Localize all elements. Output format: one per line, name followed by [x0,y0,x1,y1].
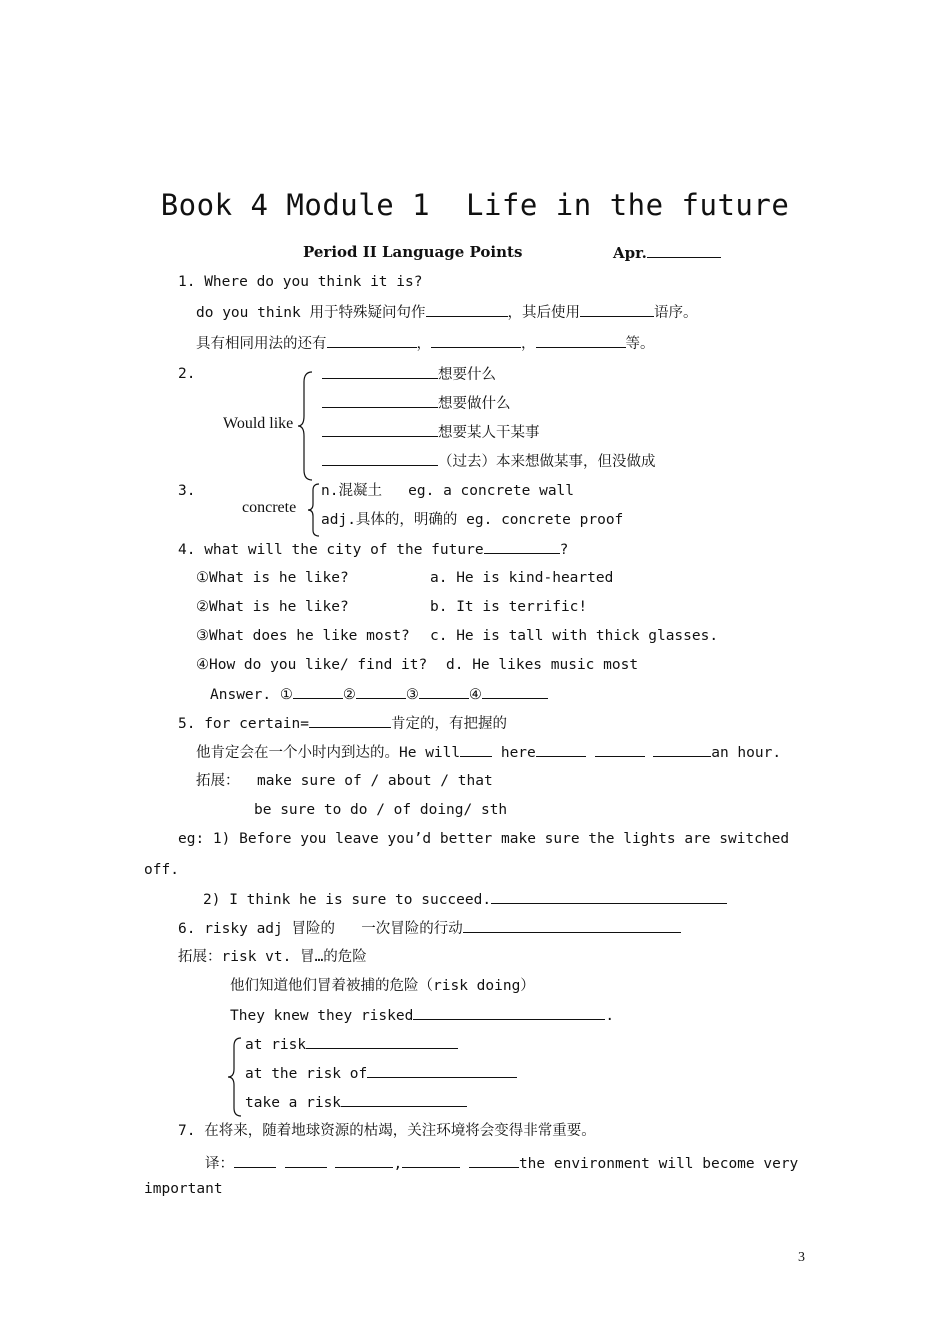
q4-answer: Answer. ① ② ③ ④ [210,684,548,705]
q7-translation: 译： , the environment will become very [205,1153,798,1174]
q3-item-2: adj.具体的，明确的 eg. concrete proof [321,512,624,528]
q6-ext: 拓展：risk vt. 冒…的危险 [178,949,367,965]
q6-brace [226,1036,244,1118]
q2-number: 2. [178,366,196,382]
q1-line: 1. Where do you think it is? [178,274,423,290]
date-blank [647,243,721,258]
q1-line3: 具有相同用法的还有 ， ， 等。 [196,333,655,354]
q4-right-2: b. It is terrific! [430,599,588,615]
q6-chinese: 他们知道他们冒着被捕的危险（risk doing） [230,978,535,994]
date-field: Apr. [613,243,721,262]
q6-item-2: at the risk of [245,1063,517,1084]
q4-right-4: d. He likes music most [446,657,639,673]
q4-line: 4. what will the city of the future ? [178,539,568,560]
q2-label: Would like [223,415,294,432]
q4-left-3: ③What does he like most? [196,628,410,644]
q1-line2: do you think 用于特殊疑问句作 ，其后使用 语序。 [196,302,698,323]
q3-item-1: n.混凝土 eg. a concrete wall [321,483,575,499]
q2-item-3: 想要某人干某事 [322,422,540,443]
q4-left-1: ①What is he like? [196,570,349,586]
q5-ext-1: 拓展： make sure of / about / that [196,773,493,789]
q3-brace [306,482,322,538]
q5-eg-2: 2) I think he is sure to succeed. [203,889,727,910]
q7-translation-cont: important [144,1181,223,1197]
q6-line: 6. risky adj 冒险的 一次冒险的行动 [178,918,681,939]
q6-item-3: take a risk [245,1092,467,1113]
page-number: 3 [798,1250,805,1265]
subtitle: Period II Language Points [303,243,523,261]
q4-right-3: c. He is tall with thick glasses. [430,628,719,644]
q7-line: 7. 在将来，随着地球资源的枯竭，关注环境将会变得非常重要。 [178,1123,596,1139]
q3-number: 3. [178,483,196,499]
q2-item-4: （过去）本来想做某事，但没做成 [322,451,656,472]
q4-left-2: ②What is he like? [196,599,349,615]
q3-label: concrete [242,499,297,516]
q4-right-1: a. He is kind-hearted [430,570,614,586]
q5-sentence: 他肯定会在一个小时内到达的。He will here an hour. [196,742,781,763]
q5-eg-1-cont: off. [144,862,179,878]
page-title: Book 4 Module 1 Life in the future [160,188,790,222]
q2-item-2: 想要做什么 [322,393,511,414]
q2-item-1: 想要什么 [322,364,496,385]
q4-left-4: ④How do you like/ find it? [196,657,428,673]
q5-eg-1: eg: 1) Before you leave you’d better make sure the lights are switched [178,831,790,847]
q6-item-1: at risk [245,1034,458,1055]
q2-brace [296,370,316,482]
q5-ext-2: be sure to do / of doing/ sth [254,802,508,818]
q6-english: They knew they risked . [230,1005,614,1026]
q5-line: 5. for certain= 肯定的，有把握的 [178,713,507,734]
